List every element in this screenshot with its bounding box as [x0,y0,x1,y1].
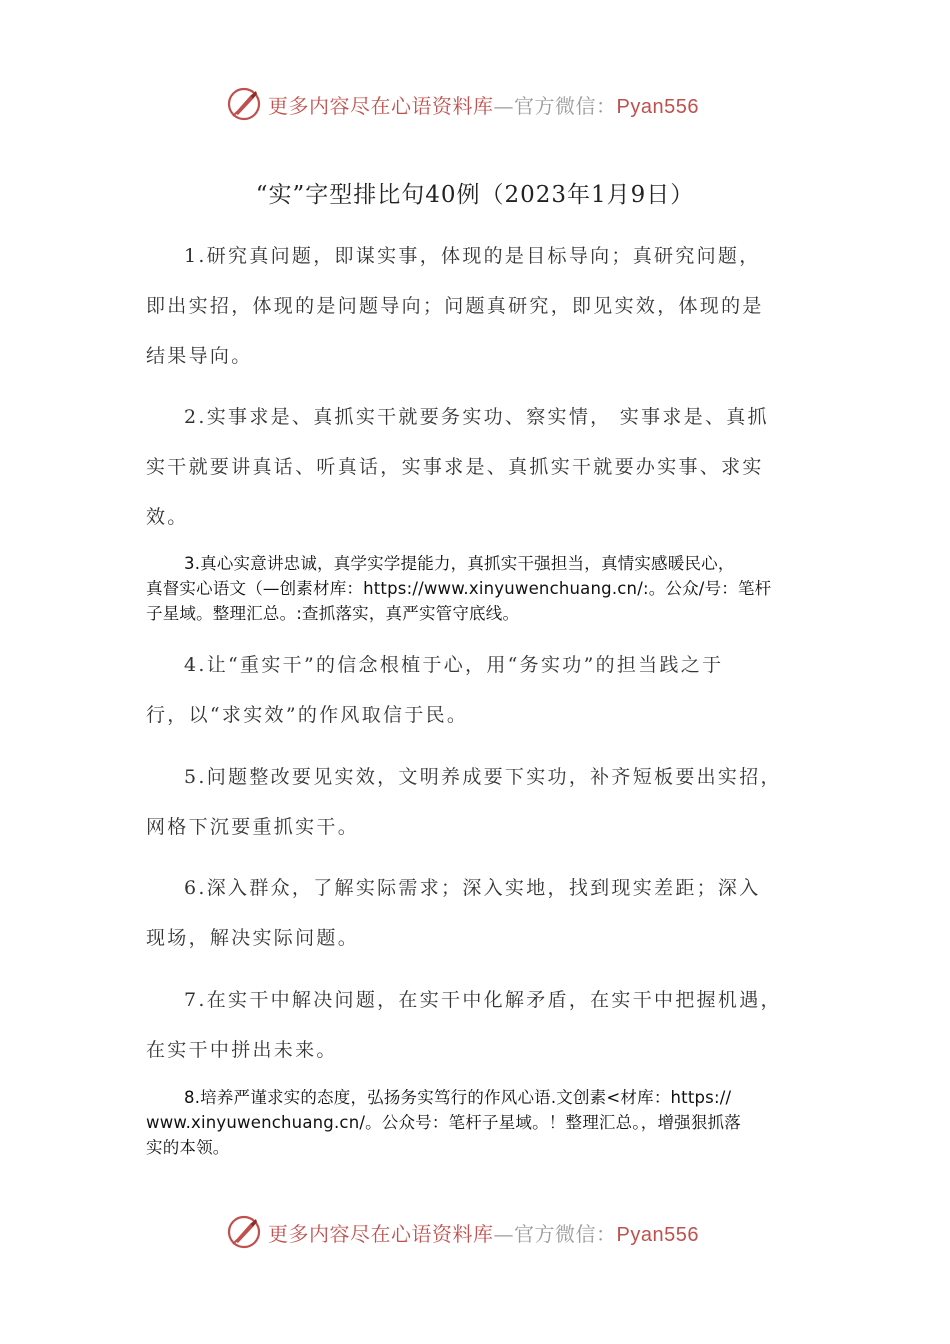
paragraph-line: 在实干中拼出未来。 [146,1039,338,1061]
paragraph-line: 8.培养严谨求实的态度，弘扬务实笃行的作风心语.文创素<材库：https:// [184,1088,732,1107]
banner-text [268,1218,699,1247]
paragraph-3 [146,551,822,626]
banner-separator: — [493,1221,514,1246]
paragraph-line: 1.研究真问题，即谋实事，体现的是目标导向；真研究问题， [184,245,761,267]
paragraph-line: 4.让“重实干”的信念根植于心，用“务实功”的担当践之于 [184,654,724,676]
quill-pen-logo-icon [226,86,262,122]
paragraph-line: 3.真心实意讲忠诚，真学实学提能力，真抓实干强担当，真情实感暖民心， [184,554,735,573]
paragraph-line: 7.在实干中解决问题，在实干中化解矛盾，在实干中把握机遇， [184,989,782,1011]
paragraph-4 [146,640,822,740]
paragraph-line: 2.实事求是、真抓实干就要务实功、察实情， 实事求是、真抓 [184,406,769,428]
quill-pen-logo-icon [226,1214,262,1250]
paragraph-line: 真督实心语文（—创素材库：https://www.xinyuwenchuang.cn/:。公众/号：笔杆 [146,579,772,598]
footer-banner [226,1212,746,1252]
paragraph-line: 实的本领。 [146,1138,230,1157]
paragraph-line: 网格下沉要重抓实干。 [146,816,360,838]
banner-site-name: 更多内容尽在心语资料库 [268,1221,494,1246]
paragraph-2 [146,392,822,542]
paragraph-line: 现场，解决实际问题。 [146,927,360,949]
header-banner [226,84,746,124]
paragraph-line: 5.问题整改要见实效，文明养成要下实功，补齐短板要出实招， [184,766,782,788]
paragraph-7 [146,975,822,1075]
paragraph-line: www.xinyuwenchuang.cn/。公众号：笔杆子星域。！整理汇总。，增强狠抓落 [146,1113,741,1132]
paragraph-8 [146,1085,822,1160]
paragraph-line: 子星域。整理汇总。:查抓落实，真严实管守底线。 [146,604,520,623]
banner-text [268,90,699,119]
paragraph-line: 实干就要讲真话、听真话，实事求是、真抓实干就要办实事、求实 [146,456,764,478]
banner-separator: — [493,93,514,118]
banner-wechat-id: Pyan556 [616,1223,699,1246]
paragraph-1 [146,231,822,381]
banner-wechat-label: 官方微信： [514,1221,617,1246]
document-title: “实”字型排比句40例（2023年1月9日） [255,182,695,208]
paragraph-5 [146,752,822,852]
banner-wechat-label: 官方微信： [514,93,617,118]
paragraph-6 [146,863,822,963]
paragraph-line: 结果导向。 [146,345,253,367]
paragraph-line: 效。 [146,506,189,528]
paragraph-line: 6.深入群众，了解实际需求；深入实地，找到现实差距；深入 [184,877,761,899]
banner-site-name: 更多内容尽在心语资料库 [268,93,494,118]
paragraph-line: 行，以“求实效”的作风取信于民。 [146,704,469,726]
banner-wechat-id: Pyan556 [616,95,699,118]
paragraph-line: 即出实招，体现的是问题导向；问题真研究，即见实效，体现的是 [146,295,764,317]
